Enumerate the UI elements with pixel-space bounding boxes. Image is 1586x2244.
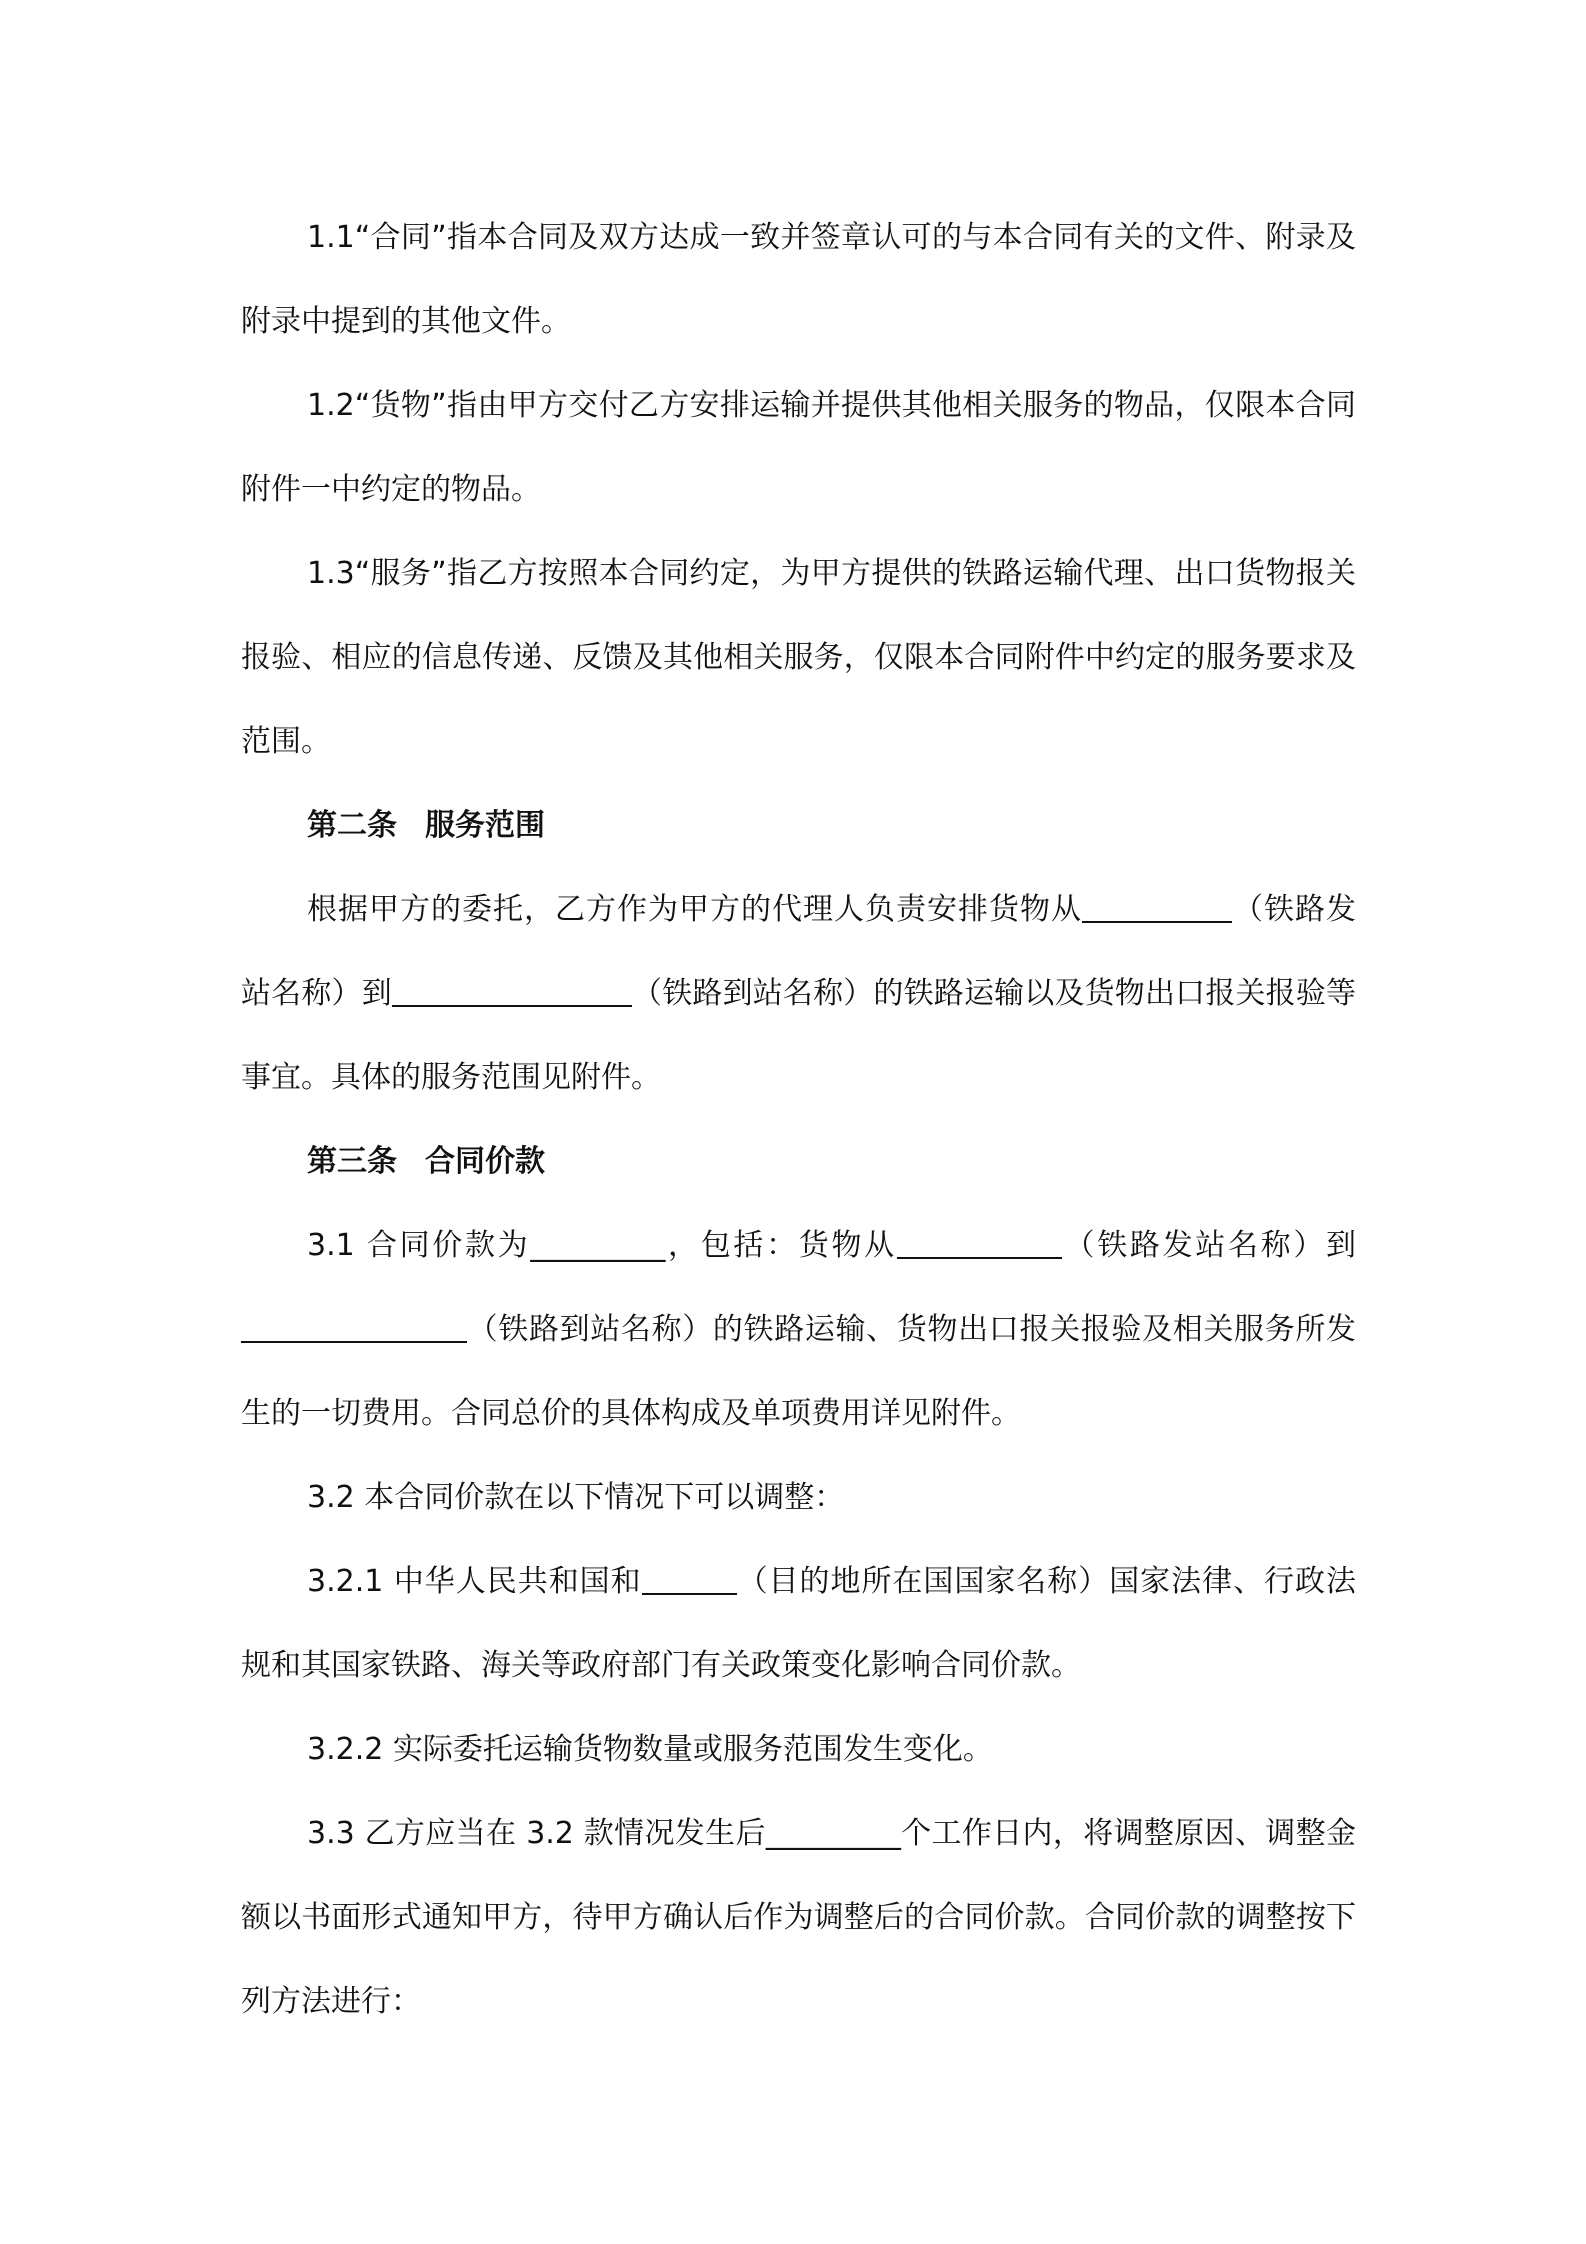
clause-3-2: 3.2 本合同价款在以下情况下可以调整：	[307, 1480, 845, 1515]
clause-3-1-text-b: （铁路发站名称）到	[1061, 1228, 1357, 1263]
article-3-title: 合同价款	[425, 1144, 545, 1179]
clause-3-2-1-text-a: 3.2.1 中华人民共和国和	[307, 1564, 642, 1599]
article-2-heading	[241, 784, 1356, 868]
clause-1-2: 1.2“货物”指由甲方交付乙方安排运输并提供其他相关服务的物品，仅限本合同附件一中约定的物品。	[241, 388, 1356, 507]
clause-1-1: 1.1“合同”指本合同及双方达成一致并签章认可的与本合同有关的文件、附录及附录中提到的其他文件。	[241, 220, 1356, 339]
clause-3-2-2: 3.2.2 实际委托运输货物数量或服务范围发生变化。	[307, 1732, 993, 1767]
article-2-text-c: （铁路到站名称）的铁路运输以及货物出口报关报验等事宜。具体的服务范围见附件。	[241, 976, 1357, 1095]
clause-3-3: 3.3 乙方应当在 3.2 款情况发生后_________个工作日内，将调整原因、调整金额以书面形式通知甲方，待甲方确认后作为调整后的合同价款。合同价款的调整按下列方法进行：	[241, 1816, 1356, 2019]
blank-destination-country	[642, 1561, 737, 1595]
article-2-title: 服务范围	[425, 808, 545, 843]
article-2-paragraph	[241, 868, 1356, 1120]
clause-3-1	[241, 1204, 1356, 1456]
clause-3-1-text-c: （铁路到站名称）的铁路运输、货物出口报关报验及相关服务所发生的一切费用。合同总价的具体构成及单项费用详见附件。	[241, 1312, 1356, 1431]
article-3-number: 第三条	[307, 1144, 397, 1179]
clause-3-2-1-text-b: （目的地所在国国家名称）国家法律、行政法规和其国家铁路、海关等政府部门有关政策变化影响合同价款。	[241, 1564, 1357, 1683]
blank-arrival-station	[392, 973, 632, 1007]
clause-3-2-1	[241, 1540, 1356, 1708]
article-2-text-a: 根据甲方的委托，乙方作为甲方的代理人负责安排货物从	[307, 892, 1082, 927]
blank-departure-station	[1082, 889, 1232, 923]
article-2-text-b: （铁路发站名称）到	[241, 892, 1356, 1011]
clause-3-1-text-a: 3.1 合同价款为_________，包括：货物从	[307, 1228, 897, 1263]
clause-1-3: 1.3“服务”指乙方按照本合同约定，为甲方提供的铁路运输代理、出口货物报关报验、相应的信息传递、反馈及其他相关服务，仅限本合同附件中约定的服务要求及范围。	[241, 556, 1356, 759]
blank-departure-station	[897, 1225, 1062, 1259]
blank-arrival-station	[241, 1309, 467, 1343]
article-3-heading	[241, 1120, 1356, 1204]
article-2-number: 第二条	[307, 808, 397, 843]
document-body	[241, 196, 1356, 2044]
